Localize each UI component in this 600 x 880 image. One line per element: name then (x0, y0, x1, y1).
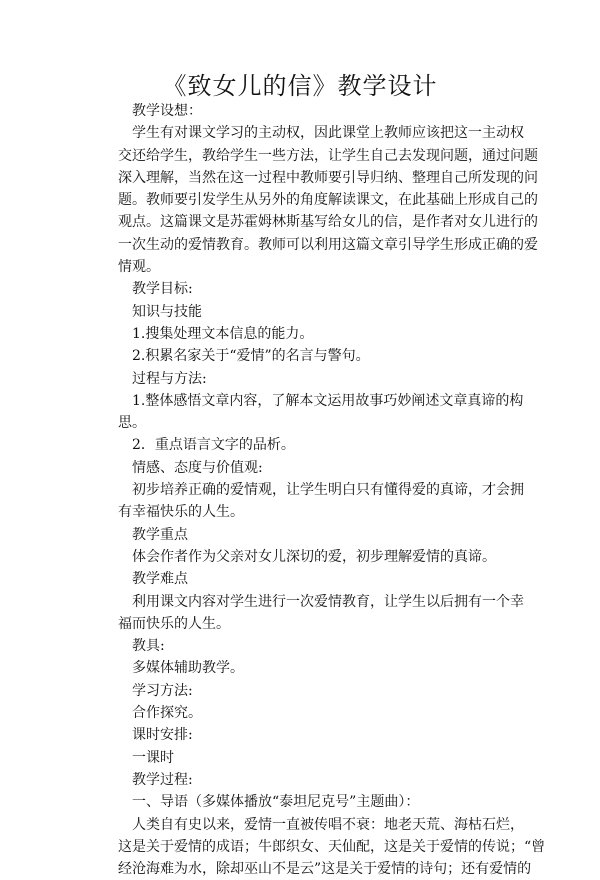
list-item: 1.整体感悟文章内容，了解本文运用故事巧妙阐述文章真谛的构 (118, 392, 524, 409)
paragraph-line: 合作探究。 (118, 705, 202, 722)
subheading-introduction: 一、导语（多媒体播放“泰坦尼克号”主题曲）： (118, 794, 420, 811)
section-heading-objectives: 教学目标: (118, 281, 193, 298)
section-heading-teaching-aids: 教具: (118, 638, 165, 655)
list-item: 1.搜集处理文本信息的能力。 (118, 325, 314, 342)
document-body (118, 100, 546, 880)
section-heading-design-idea: 教学设想： (118, 103, 202, 119)
subheading-knowledge-skills: 知识与技能 (118, 303, 202, 320)
paragraph-line: 题。教师要引发学生从另外的角度解读课文，在此基础上形成自己的 (118, 192, 538, 209)
paragraph-line: 经沧海难为水，除却巫山不是云”这是关于爱情的诗句；还有爱情的 (118, 861, 532, 878)
section-heading-learning-methods: 学习方法: (118, 682, 193, 699)
paragraph-line: 人类自有史以来，爱情一直被传唱不衰：地老天荒、海枯石烂， (118, 816, 524, 833)
paragraph-line: 初步培养正确的爱情观，让学生明白只有懂得爱的真谛，才会拥 (118, 482, 524, 499)
list-item: 2．重点语言文字的品析。 (118, 437, 295, 454)
paragraph-line: 观点。这篇课文是苏霍姆林斯基写给女儿的信，是作者对女儿进行的 (118, 214, 538, 231)
paragraph-line: 多媒体辅助教学。 (118, 660, 244, 677)
section-heading-difficulties: 教学难点 (118, 571, 188, 588)
paragraph-line: 深入理解，当然在这一过程中教师要引导归纳、整理自己所发现的问 (118, 169, 538, 186)
paragraph-line: 有幸福快乐的人生。 (118, 504, 244, 521)
subheading-process-methods: 过程与方法: (118, 370, 207, 387)
paragraph-line: 学生有对课文学习的主动权，因此课堂上教师应该把这一主动权 (118, 125, 524, 142)
paragraph-line: 一课时 (118, 749, 174, 766)
document-title: 《致女儿的信》教学设计 (162, 72, 438, 100)
section-heading-process: 教学过程: (118, 771, 193, 788)
subheading-emotion-values: 情感、态度与价值观: (118, 459, 263, 476)
paragraph-line: 福而快乐的人生。 (118, 615, 230, 632)
section-heading-schedule: 课时安排: (118, 727, 193, 744)
paragraph-line: 情观。 (118, 259, 160, 276)
paragraph-line: 一次生动的爱情教育。教师可以利用这篇文章引导学生形成正确的爱 (118, 236, 538, 253)
paragraph-line: 这是关于爱情的成语；牛郎织女、天仙配，这是关于爱情的传说；“曾 (118, 838, 546, 855)
list-item: 2.积累名家关于“爱情”的名言与警句。 (118, 348, 370, 365)
paragraph-line: 利用课文内容对学生进行一次爱情教育，让学生以后拥有一个幸 (118, 593, 524, 610)
list-item-continuation: 思。 (118, 415, 146, 432)
section-heading-key-points: 教学重点 (118, 526, 188, 543)
paragraph-line: 交还给学生，教给学生一些方法，让学生自己去发现问题，通过问题 (118, 147, 538, 164)
paragraph-line: 体会作者作为父亲对女儿深切的爱，初步理解爱情的真谛。 (118, 548, 496, 565)
